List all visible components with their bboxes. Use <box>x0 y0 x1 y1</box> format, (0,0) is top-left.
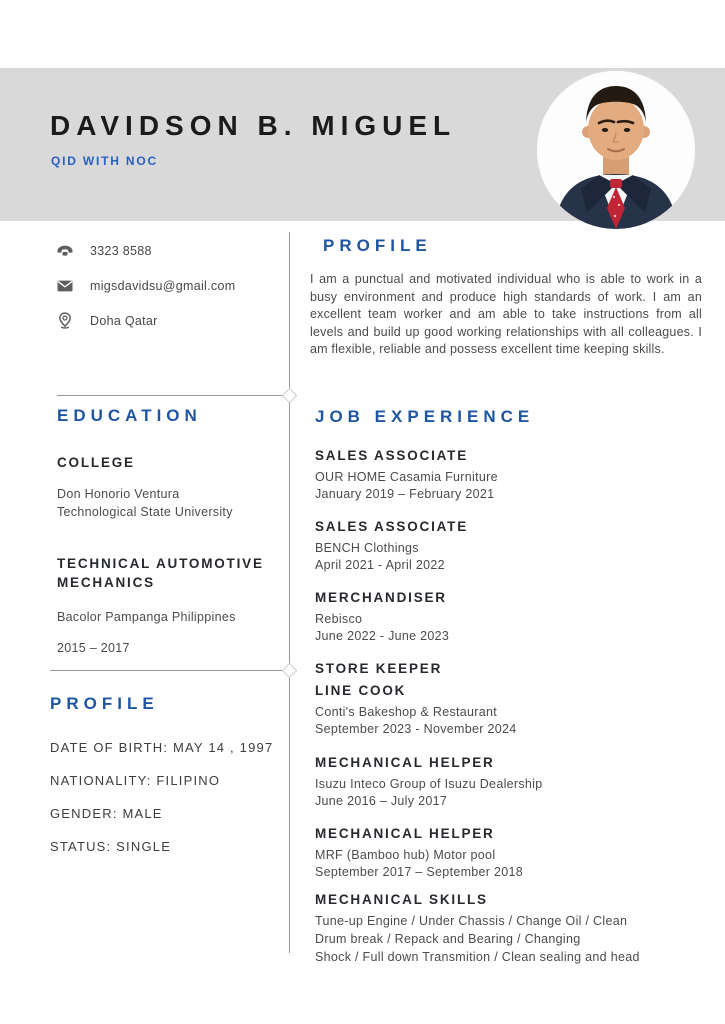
personal-details-heading: PROFILE <box>50 694 159 713</box>
detail-nationality: NATIONALITY: FILIPINO <box>50 773 221 788</box>
job-experience-section <box>315 407 715 966</box>
portrait-illustration <box>537 71 695 229</box>
contact-email-row <box>55 275 275 296</box>
skills-line: Shock / Full down Transmition / Clean sealing and head <box>315 950 640 964</box>
profile-summary-text: I am a punctual and motivated individual who is able to work in a busy environment and produce high standards of work. I am an excellent team worker and am able to take instructions from all levels and build up good working relationships with all colleagues. I am flexible, reliable and possess excellent time keeping skills. <box>310 272 702 357</box>
job-company: OUR HOME Casamia Furniture <box>315 470 498 484</box>
profile-summary-heading: PROFILE <box>323 236 432 255</box>
education-section <box>57 406 279 657</box>
job-entry <box>315 825 715 881</box>
location-text: Doha Qatar <box>90 313 158 328</box>
job-entry <box>315 589 715 645</box>
job-entry <box>315 447 715 503</box>
left-divider-top <box>57 395 289 396</box>
education-school-line: Don Honorio Ventura <box>57 487 180 501</box>
education-years: 2015 – 2017 <box>57 641 130 655</box>
job-title: SALES ASSOCIATE <box>315 448 469 463</box>
detail-date-of-birth: DATE OF BIRTH: MAY 14 , 1997 <box>50 740 274 755</box>
job-dates: June 2016 – July 2017 <box>315 794 448 808</box>
education-level: COLLEGE <box>57 455 135 470</box>
email-address: migsdavidsu@gmail.com <box>90 278 236 293</box>
detail-status: STATUS: SINGLE <box>50 839 172 854</box>
job-title: MERCHANDISER <box>315 590 447 605</box>
map-pin-icon <box>55 311 75 331</box>
education-school-line: Technological State University <box>57 505 233 519</box>
job-title: STORE KEEPER <box>315 661 443 676</box>
job-company: Conti's Bakeshop & Restaurant <box>315 705 498 719</box>
job-entry <box>315 754 715 810</box>
job-title: MECHANICAL HELPER <box>315 755 495 770</box>
detail-gender: GENDER: MALE <box>50 806 163 821</box>
contact-phone-row <box>55 240 275 261</box>
skills-line: Drum break / Repack and Bearing / Changing <box>315 932 581 946</box>
job-title: MECHANICAL HELPER <box>315 826 495 841</box>
job-dates: June 2022 - June 2023 <box>315 629 450 643</box>
job-dates: April 2021 - April 2022 <box>315 558 445 572</box>
job-company: MRF (Bamboo hub) Motor pool <box>315 848 496 862</box>
profile-photo <box>537 71 695 229</box>
job-title: LINE COOK <box>315 683 407 698</box>
phone-number: 3323 8588 <box>90 243 152 258</box>
left-divider-bottom <box>50 670 289 671</box>
divider-junction-ornament <box>282 663 298 679</box>
skills-title: MECHANICAL SKILLS <box>315 892 488 907</box>
job-company: Isuzu Inteco Group of Isuzu Dealership <box>315 777 543 791</box>
job-entry <box>315 660 715 738</box>
skills-line: Tune-up Engine / Under Chassis / Change Oil / Clean <box>315 914 628 928</box>
contact-info <box>55 240 275 345</box>
divider-junction-ornament <box>282 388 298 404</box>
person-name: DAVIDSON B. MIGUEL <box>50 110 457 141</box>
job-title: SALES ASSOCIATE <box>315 519 469 534</box>
profile-summary-section <box>310 236 702 359</box>
job-company: Rebisco <box>315 612 363 626</box>
envelope-icon <box>55 276 75 296</box>
mechanical-skills-block <box>315 891 715 966</box>
job-dates: September 2017 – September 2018 <box>315 865 524 879</box>
education-place: Bacolor Pampanga Philippines <box>57 610 236 624</box>
telephone-icon <box>55 241 75 261</box>
job-dates: September 2023 - November 2024 <box>315 722 517 736</box>
contact-location-row <box>55 310 275 331</box>
personal-details-section <box>50 694 290 872</box>
education-course: TECHNICAL AUTOMOTIVE MECHANICS <box>57 556 264 590</box>
education-heading: EDUCATION <box>57 406 202 425</box>
job-dates: January 2019 – February 2021 <box>315 487 495 501</box>
job-company: BENCH Clothings <box>315 541 419 555</box>
job-entry <box>315 518 715 574</box>
header-subtitle: QID WITH NOC <box>51 154 158 168</box>
job-experience-heading: JOB EXPERIENCE <box>315 407 535 426</box>
